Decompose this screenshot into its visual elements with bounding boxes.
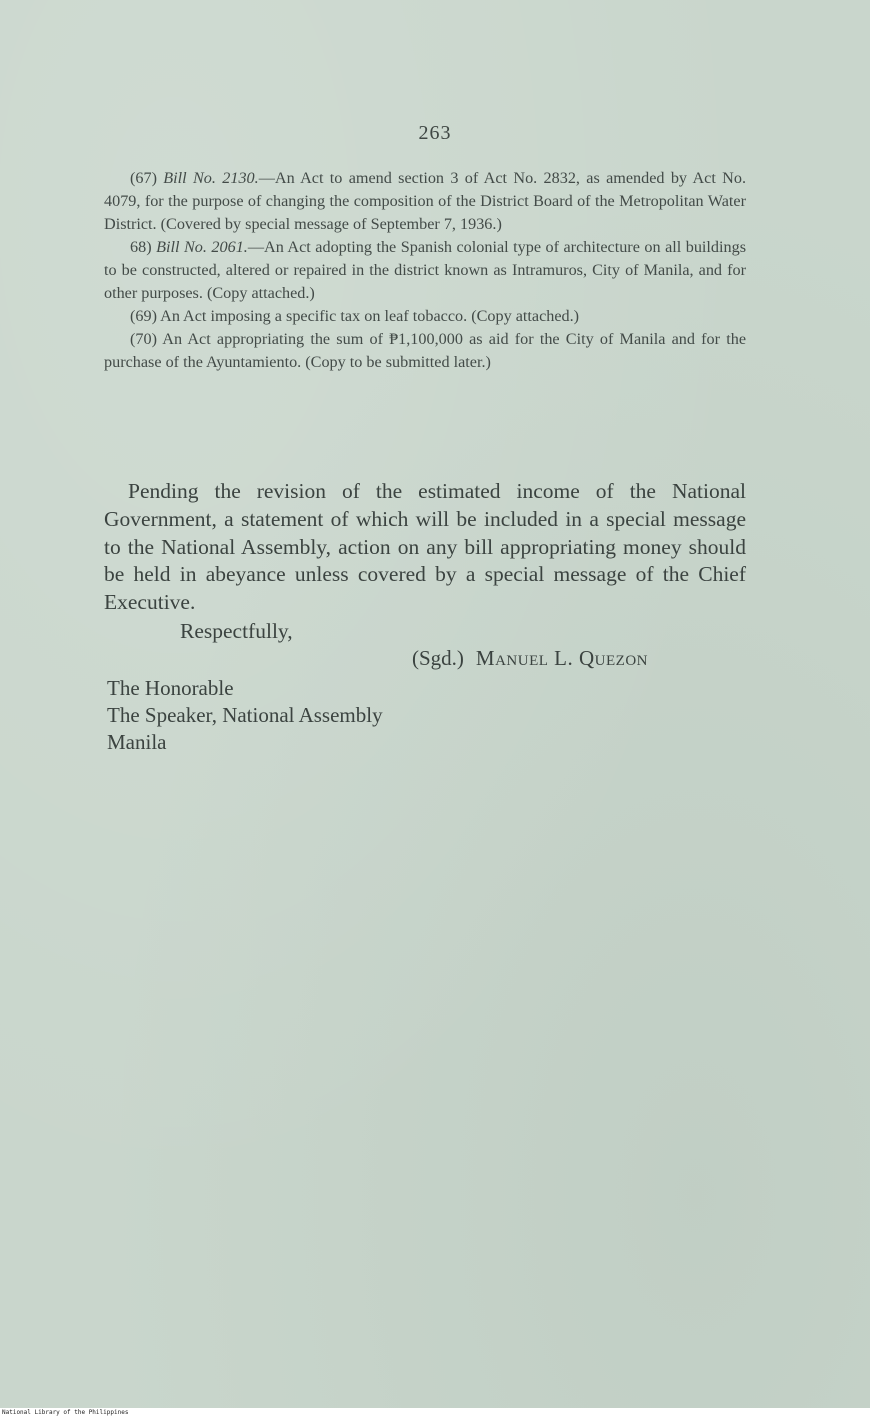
main-paragraph: Pending the revision of the estimated income of the National Government, a statement of which will be included in a special message to the National Assembly, action on any bill appropriating money should be held in abeyance unless covered by a special message of the Chief Executive. xyxy=(104,479,746,615)
main-paragraph-block xyxy=(104,478,746,617)
footer-bar xyxy=(0,1408,870,1418)
bill-item xyxy=(104,167,746,236)
bill-item-text: —An Act to amend section 3 of Act No. 2832, as amended by Act No. 4079, for the purpose of changing the composition of the District Board of the Metropolitan Water District. (Covered by special message of September 7, 1936.) xyxy=(104,169,746,233)
bill-item-number: 68) xyxy=(130,238,157,256)
bill-item-text: An Act appropriating the sum of ₱1,100,000 as aid for the City of Manila and for the purchase of the Ayuntamiento. (Copy to be submitted later.) xyxy=(104,330,747,371)
signature-prefix: (Sgd.) xyxy=(412,646,464,670)
addressee-line: The Speaker, National Assembly xyxy=(107,703,383,727)
signature-name: Manuel L. Quezon xyxy=(475,646,648,670)
signature-line xyxy=(412,646,648,671)
addressee-line: The Honorable xyxy=(107,676,234,700)
bill-list xyxy=(104,167,746,374)
closing-salutation: Respectfully, xyxy=(180,619,293,643)
bill-item-number: (67) xyxy=(130,169,164,187)
bill-item xyxy=(104,305,746,328)
bill-item xyxy=(104,328,746,374)
bill-item-text: An Act imposing a specific tax on leaf tobacco. (Copy attached.) xyxy=(160,307,580,325)
addressee-line: Manila xyxy=(107,730,167,754)
bill-item-title: Bill No. 2061. xyxy=(156,238,248,256)
bill-item-text: —An Act adopting the Spanish colonial type of architecture on all buildings to be constructed, altered or repaired in the district known as Intramuros, City of Manila, and for other purposes. (Copy attached.) xyxy=(104,238,747,302)
bill-item-number: (69) xyxy=(130,307,161,325)
addressee-block xyxy=(107,675,383,756)
bill-item-title: Bill No. 2130. xyxy=(163,169,259,187)
bill-item xyxy=(104,236,746,305)
bill-item-number: (70) xyxy=(130,330,163,348)
footer-credit: National Library of the Philippines xyxy=(2,1409,129,1416)
page-number: 263 xyxy=(418,122,452,144)
